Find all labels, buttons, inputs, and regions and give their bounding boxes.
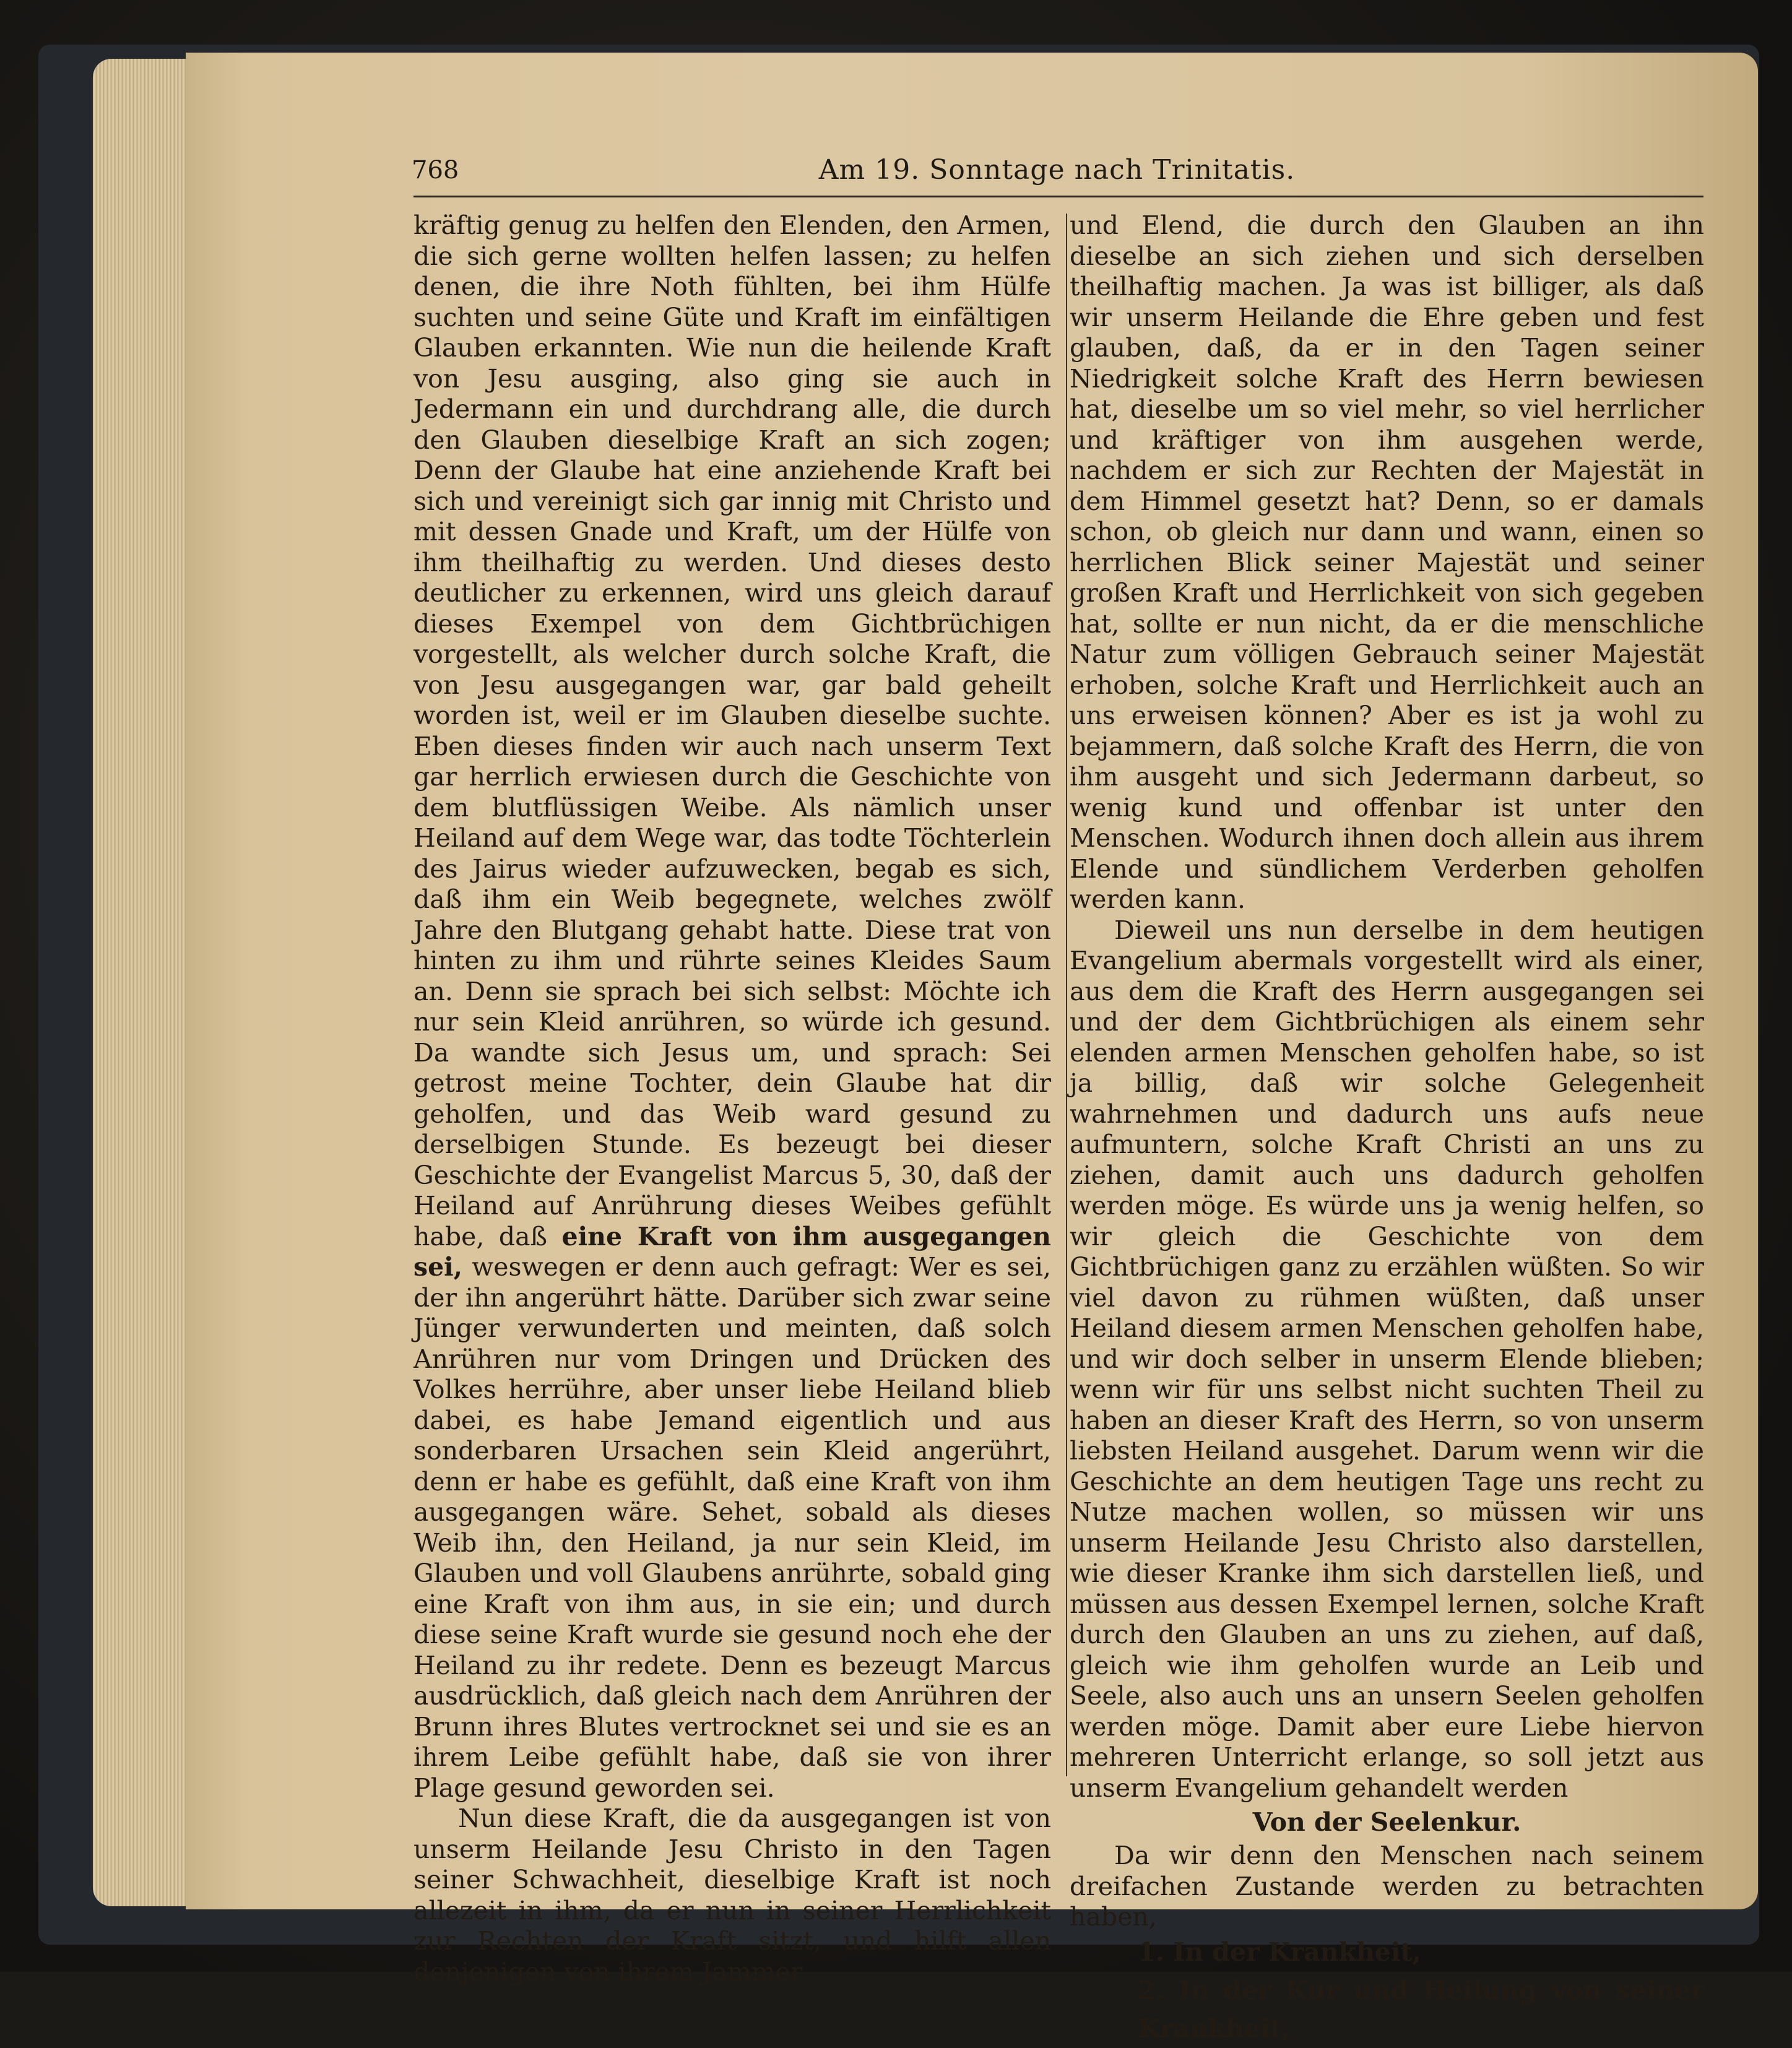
paragraph-text: weswegen er denn auch gefragt: Wer es sei, der ihn angerührt hätte. Darüber sich zwar seine Jünger verwunderten und meinten, daß solch Anrühren nur vom Dringen und Drücken des Volkes herrühre, aber unser liebe Heiland blieb dabei, es habe Jemand eigentlich und aus sonderbaren Ursachen sein Kleid angerührt, denn er habe es gefühlt, daß eine Kraft von ihm ausgegangen wäre. Sehet, sobald als dieses Weib ihn, den Heiland, ja nur sein Kleid, im Glauben und voll Glaubens anrührte, sobald ging eine Kraft von ihm aus, in sie ein; und durch diese seine Kraft wurde sie gesund noch ehe der Heiland zu ihr redete. Denn es bezeugt Marcus ausdrücklich, daß gleich nach dem Anrühren der Brunn ihres Blutes vertrocknet sei und sie es an ihrem Leibe gefühlt habe, daß sie von ihrer Plage gesund geworden sei. <box>413 1252 1051 1803</box>
emphasized-text: eine Kraft von ihm ausgegangen sei, <box>413 1221 1051 1282</box>
paragraph: und Elend, die durch den Glauben an ihn dieselbe an sich ziehen und sich derselben theilhaftig machen. Ja was ist billiger, als daß wir unserm Heilande die Ehre geben und fest glauben, daß, da er in den Tagen seiner Niedrigkeit solche Kraft des Herrn bewiesen hat, dieselbe um so viel mehr, so viel herrlicher und kräftiger von ihm ausgehen werde, nachdem er sich zur Rechten der Majestät in dem Himmel gesetzt hat? Denn, so er damals schon, ob gleich nur dann und wann, einen so herrlichen Blick seiner Majestät und seiner großen Kraft und Herrlichkeit von sich gegeben hat, sollte er nun nicht, da er die menschliche Natur zum völligen Gebrauch seiner Majestät erhoben, solche Kraft und Herrlichkeit auch an uns erweisen können? Aber es ist ja wohl zu bejammern, daß solche Kraft des Herrn, die von ihm ausgeht und sich Jedermann darbeut, so wenig kund und offenbar ist unter den Menschen. Wodurch ihnen doch allein aus ihrem Elende und sündlichem Verderben geholfen werden kann. <box>1070 210 1704 914</box>
column-divider <box>1066 214 1067 1776</box>
section-heading: Von der Seelenkur. <box>1252 1807 1521 1837</box>
right-column <box>1070 210 1704 2048</box>
paragraph: Nun diese Kraft, die da ausgegangen ist von unserm Heilande Jesu Christo in den Tagen seiner Schwachheit, dieselbige Kraft ist noch allezeit in ihm, da er nun in seiner Herrlichkeit zur Rechten der Kraft sitzt, und hilft allen denjenigen von ihrem Jammer <box>413 1804 1051 1987</box>
left-column <box>413 210 1051 1987</box>
page-header <box>412 149 1702 192</box>
list-item: 1. In der Krankheit, <box>1138 1937 1421 1967</box>
page-edges <box>93 59 198 1906</box>
running-title: Am 19. Sonntage nach Trinitatis. <box>818 154 1296 186</box>
paragraph <box>413 210 1051 1804</box>
paragraph-text: kräftig genug zu helfen den Elenden, den Armen, die sich gerne wollten helfen lassen; zu helfen denen, die ihre Noth fühlten, bei ihm Hülfe suchten und seine Güte und Kraft im einfältigen Glauben erkannten. Wie nun die heilende Kraft von Jesu ausging, also ging sie auch in Jedermann ein und durchdrang alle, die durch den Glauben dieselbige Kraft an sich zogen; Denn der Glaube hat eine anziehende Kraft bei sich und vereinigt sich gar innig mit Christo und mit dessen Gnade und Kraft, um der Hülfe von ihm theilhaftig zu werden. Und dieses desto deutlicher zu erkennen, wird uns gleich darauf dieses Exempel von dem Gichtbrüchigen vorgestellt, als welcher durch solche Kraft, die von Jesu ausgegangen war, gar bald geheilt worden ist, weil er im Glauben dieselbe suchte. Eben dieses finden wir auch nach unserm Text gar herrlich erwiesen durch die Geschichte von dem blutflüssigen Weibe. Als nämlich unser Heiland auf dem Wege war, das todte Töchterlein des Jairus wieder aufzuwecken, begab es sich, daß ihm ein Weib begegnete, welches zwölf Jahre den Blutgang gehabt hatte. Diese trat von hinten zu ihm und rührte seines Kleides Saum an. Denn sie sprach bei sich selbst: Möchte ich nur sein Kleid anrühren, so würde ich gesund. Da wandte sich Jesus um, und sprach: Sei getrost meine Tochter, dein Glaube hat dir geholfen, und das Weib ward gesund zu derselbigen Stunde. Es bezeugt bei dieser Geschichte der Evangelist Marcus 5, 30, daß der Heiland auf Anrührung dieses Weibes gefühlt habe, daß <box>413 210 1051 1251</box>
header-rule <box>413 196 1703 197</box>
paragraph: Dieweil uns nun derselbe in dem heutigen Evangelium abermals vorgestellt wird als einer, aus dem die Kraft des Herrn ausgegangen sei und der dem Gichtbrüchigen als einem sehr elenden armen Menschen geholfen habe, so ist ja billig, daß wir solche Gelegenheit wahrnehmen und dadurch uns aufs neue aufmuntern, solche Kraft Christi an uns zu ziehen, damit auch uns dadurch geholfen werden möge. Es würde uns ja wenig helfen, so wir gleich die Geschichte von dem Gichtbrüchigen ganz zu erzählen wüßten. So wir viel davon zu rühmen wüßten, daß unser Heiland diesem armen Menschen geholfen habe, und wir doch selber in unserm Elende blieben; wenn wir für uns selbst nicht suchten Theil zu haben an dieser Kraft des Herrn, so von unserm liebsten Heiland ausgehet. Darum wenn wir die Geschichte an dem heutigen Tage uns recht zu Nutze machen wollen, so müssen wir uns unserm Heilande Jesu Christo also darstellen, wie dieser Kranke ihm sich darstellen ließ, und müssen aus dessen Exempel lernen, solche Kraft durch den Glauben an uns zu ziehen, auf daß, gleich wie ihm geholfen wurde an Leib und Seele, also auch uns an unsern Seelen geholfen werden möge. Damit aber eure Liebe hiervon mehreren Unterricht erlange, so soll jetzt aus unserm Evangelium gehandelt werden <box>1070 915 1704 1803</box>
list-item: 2. In der Kur und Heilung von seiner Krankheit, <box>1138 1975 1704 2044</box>
page-number: 768 <box>412 156 459 184</box>
paragraph: Da wir denn den Menschen nach seinem dreifachen Zustande werden zu betrachten haben, <box>1070 1841 1704 1932</box>
